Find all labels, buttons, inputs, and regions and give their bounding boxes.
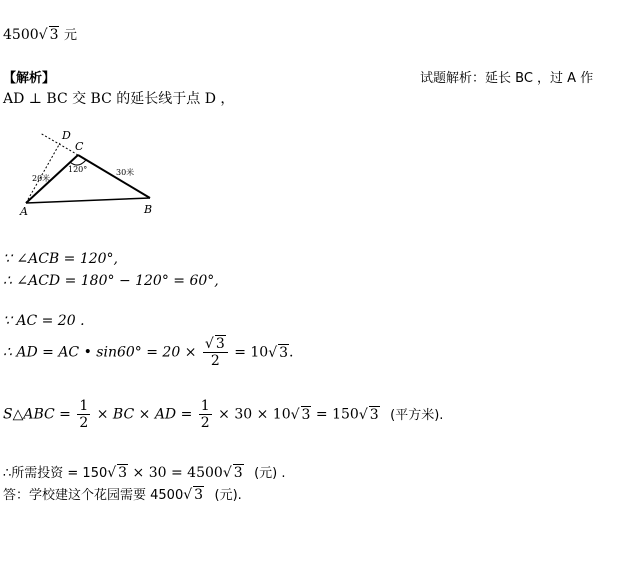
side-ac-label: 20米 xyxy=(32,174,51,183)
step-4-end: . xyxy=(289,344,294,361)
label-a: A xyxy=(20,205,28,218)
step-5-num1: 1 xyxy=(79,398,89,414)
step-6-unit: (元) . xyxy=(254,466,286,481)
step-6-rad2: 3 xyxy=(233,465,243,481)
fraction-half-2 xyxy=(199,398,212,431)
step-5-eq: = 150 xyxy=(315,406,359,423)
label-c: C xyxy=(75,140,84,153)
fraction-sqrt3-over-2: $\frac{√ 3}{2}$ xyxy=(203,336,228,369)
answer-value: 4500 xyxy=(3,27,39,43)
step-6-left: ∴所需投资 = 150 xyxy=(3,466,108,481)
step-5-rad1: 3 xyxy=(301,406,311,423)
step-5-den1: 2 xyxy=(79,415,89,432)
side-ab xyxy=(26,198,150,203)
step-4-den: 2 xyxy=(210,353,220,370)
step-4-num: 3 xyxy=(215,336,225,352)
step-4: ∴ AD = AC • sin60° = 20 × $\frac{√ 3}{2}$ = 10√ 3. xyxy=(3,336,294,370)
step-7-rad: 3 xyxy=(194,487,204,503)
step-6-rad1: 3 xyxy=(118,465,128,481)
side-bc-label: 30米 xyxy=(116,168,135,177)
altitude-line-ad xyxy=(26,143,60,203)
step-6: ∴所需投资 = 150√ 3 × 30 = 4500√ 3 (元) . xyxy=(3,465,286,481)
answer-radicand: 3 xyxy=(49,27,59,43)
step-5-num2: 1 xyxy=(200,398,210,414)
sqrt-symbol: √ 3 xyxy=(38,27,59,43)
step-1: ∵ ∠ACB = 120°, xyxy=(3,251,119,267)
angle-label: 120° xyxy=(68,165,88,174)
step-5-left: S△ABC = xyxy=(3,406,71,423)
analysis-tag: 【解析】 xyxy=(3,71,56,86)
answer-unit: 元 xyxy=(63,28,77,43)
step-2: ∴ ∠ACD = 180° − 120° = 60°, xyxy=(3,273,219,289)
analysis-intro-right: 试题解析：延长 BC ，过 A 作 xyxy=(420,71,594,86)
step-7: 答：学校建这个花园需要 4500√ 3 (元). xyxy=(3,487,242,503)
step-5-mid2: × 30 × 10 xyxy=(218,406,291,423)
step-7-left: 答：学校建这个花园需要 4500 xyxy=(3,488,184,503)
step-5: S△ABC = $\frac{1}{2}$ × BC × AD = $\frac{1}{2}$ × 30 × 10√ 3 = 150√ 3 (平方米). xyxy=(3,398,444,432)
step-5-rad2: 3 xyxy=(369,406,379,423)
label-d: D xyxy=(62,129,71,142)
extension-line-bc xyxy=(40,133,78,155)
step-7-unit: (元). xyxy=(214,488,242,503)
step-4-rad: 3 xyxy=(279,344,289,361)
step-4-right: = 10 xyxy=(234,344,269,361)
triangle-diagram xyxy=(18,125,168,220)
step-5-mid: × BC × AD = xyxy=(96,406,193,423)
step-5-unit: (平方米). xyxy=(390,407,444,423)
step-5-den2: 2 xyxy=(200,415,210,432)
answer-line xyxy=(3,28,77,42)
label-b: B xyxy=(144,203,153,216)
side-cb xyxy=(78,155,150,198)
analysis-intro-line2: AD ⊥ BC 交 BC 的延长线于点 D ， xyxy=(3,91,235,107)
step-4-left: ∴ AD = AC • sin60° = 20 × xyxy=(3,344,197,361)
step-3: ∵ AC = 20 . xyxy=(3,313,85,329)
fraction-half-1 xyxy=(77,398,90,431)
step-6-mid: × 30 = 4500 xyxy=(132,465,223,481)
